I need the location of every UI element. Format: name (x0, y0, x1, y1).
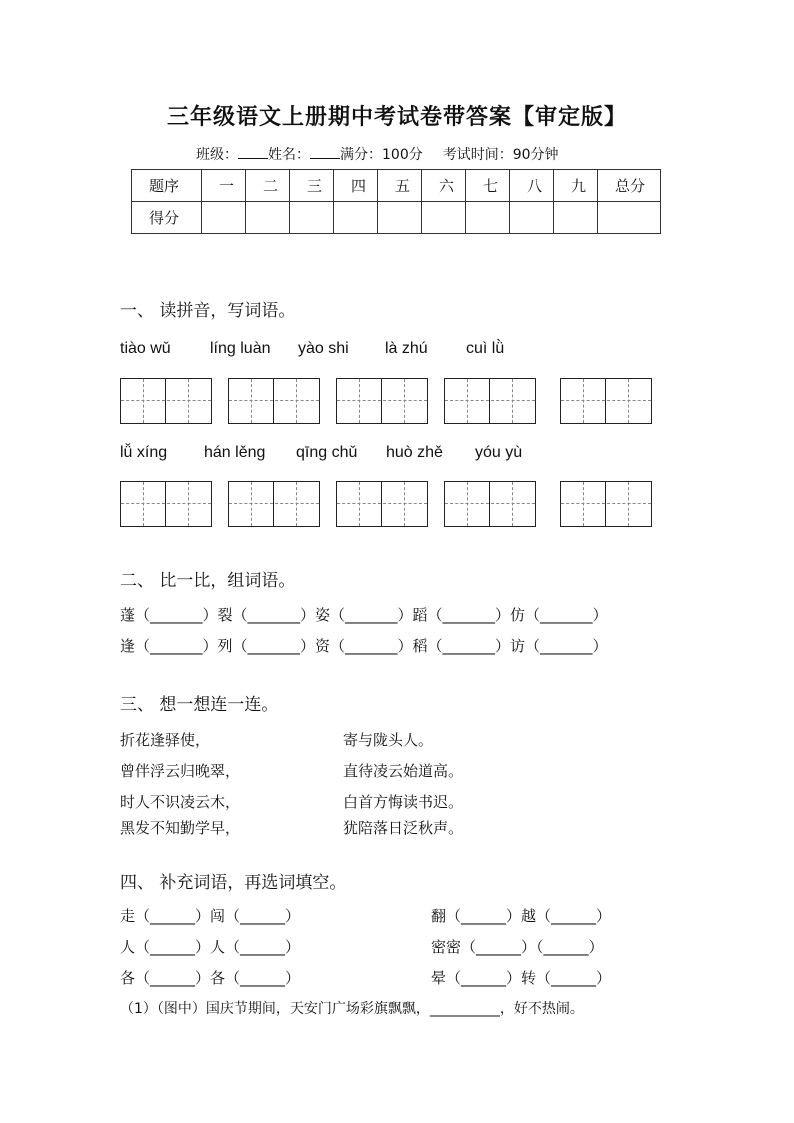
pinyin-label: là zhú (385, 340, 428, 357)
poem-line-left[interactable]: 折花逢驿使， (120, 731, 211, 749)
fill-phrase: 晕（______）转（______） (431, 969, 612, 987)
pinyin-label: yào shi (298, 340, 349, 357)
pinyin-label: huò zhě (386, 444, 443, 461)
score-cell[interactable] (202, 202, 246, 234)
section-1-title: 一、 读拼音，写词语。 (120, 301, 296, 321)
writing-grid[interactable] (560, 378, 652, 424)
writing-grid[interactable] (560, 481, 652, 527)
writing-grid[interactable] (336, 378, 428, 424)
pinyin-label: yóu yù (475, 444, 523, 461)
writing-grid[interactable] (444, 481, 536, 527)
pinyin-label: hán lěng (204, 444, 266, 461)
poem-line-left[interactable]: 黑发不知勤学早， (120, 819, 241, 837)
score-header-cell: 八 (510, 170, 554, 202)
score-table-header-row (132, 170, 661, 202)
writing-grid[interactable] (228, 481, 320, 527)
score-cell[interactable] (378, 202, 422, 234)
score-cell[interactable] (422, 202, 466, 234)
fill-phrase: 密密（______）（______） (431, 938, 604, 956)
exam-time: 考试时间：90分钟 (442, 147, 559, 163)
score-cell[interactable] (334, 202, 378, 234)
score-header-cell: 一 (202, 170, 246, 202)
score-header-cell: 五 (378, 170, 422, 202)
score-header-cell: 题序 (132, 170, 202, 202)
fill-phrase: 各（______）各（______） (120, 969, 301, 987)
poem-line-right[interactable]: 白首方悔读书迟。 (343, 793, 464, 811)
score-header-cell: 二 (246, 170, 290, 202)
writing-grid[interactable] (444, 378, 536, 424)
class-blank[interactable] (238, 146, 268, 159)
score-header-cell: 总分 (598, 170, 661, 202)
fill-phrase: 走（______）闯（______） (120, 907, 301, 925)
score-cell[interactable] (290, 202, 334, 234)
score-cell[interactable] (246, 202, 290, 234)
section-4-title: 四、 补充词语，再选词填空。 (120, 873, 347, 893)
page-title: 三年级语文上册期中考试卷带答案【审定版】 (166, 105, 627, 130)
fill-phrase: 人（______）人（______） (120, 938, 301, 956)
writing-grid[interactable] (120, 378, 212, 424)
score-cell[interactable] (598, 202, 661, 234)
full-score: 满分：100分 (340, 147, 423, 163)
score-table-score-row (132, 202, 661, 234)
score-table (131, 169, 661, 234)
score-row-label: 得分 (132, 202, 202, 234)
pinyin-label: cuì lǜ (466, 340, 505, 357)
score-header-cell: 九 (554, 170, 598, 202)
writing-grid[interactable] (228, 378, 320, 424)
writing-grid[interactable] (336, 481, 428, 527)
class-label: 班级： (196, 147, 238, 163)
compare-row: 逢（_______）列（_______）资（_______）稻（_______）访（_______） (120, 637, 608, 655)
score-header-cell: 六 (422, 170, 466, 202)
fill-phrase: 翻（______）越（______） (431, 907, 612, 925)
score-header-cell: 四 (334, 170, 378, 202)
pinyin-label: qīng chǔ (296, 444, 358, 461)
section-3-title: 三、 想一想连一连。 (120, 695, 279, 715)
poem-line-right[interactable]: 犹陪落日泛秋声。 (343, 819, 464, 837)
fill-question-1: （1）（图中）国庆节期间，天安门广场彩旗飘飘，__________，好不热闹。 (120, 1001, 584, 1017)
score-cell[interactable] (510, 202, 554, 234)
score-cell[interactable] (554, 202, 598, 234)
pinyin-label: tiào wǔ (120, 340, 171, 357)
exam-info (196, 144, 559, 164)
compare-row: 蓬（_______）裂（_______）姿（_______）蹈（_______）仿（_______） (120, 606, 608, 624)
score-cell[interactable] (466, 202, 510, 234)
score-header-cell: 七 (466, 170, 510, 202)
poem-line-right[interactable]: 寄与陇头人。 (343, 731, 434, 749)
section-2-title: 二、 比一比，组词语。 (120, 571, 296, 591)
name-blank[interactable] (310, 146, 340, 159)
pinyin-label: lǚ xíng (120, 444, 168, 461)
score-header-cell: 三 (290, 170, 334, 202)
writing-grid[interactable] (120, 481, 212, 527)
pinyin-label: líng luàn (210, 340, 271, 357)
name-label: 姓名： (268, 147, 310, 163)
poem-line-right[interactable]: 直待凌云始道高。 (343, 762, 464, 780)
poem-line-left[interactable]: 曾伴浮云归晚翠， (120, 762, 241, 780)
poem-line-left[interactable]: 时人不识凌云木， (120, 793, 241, 811)
